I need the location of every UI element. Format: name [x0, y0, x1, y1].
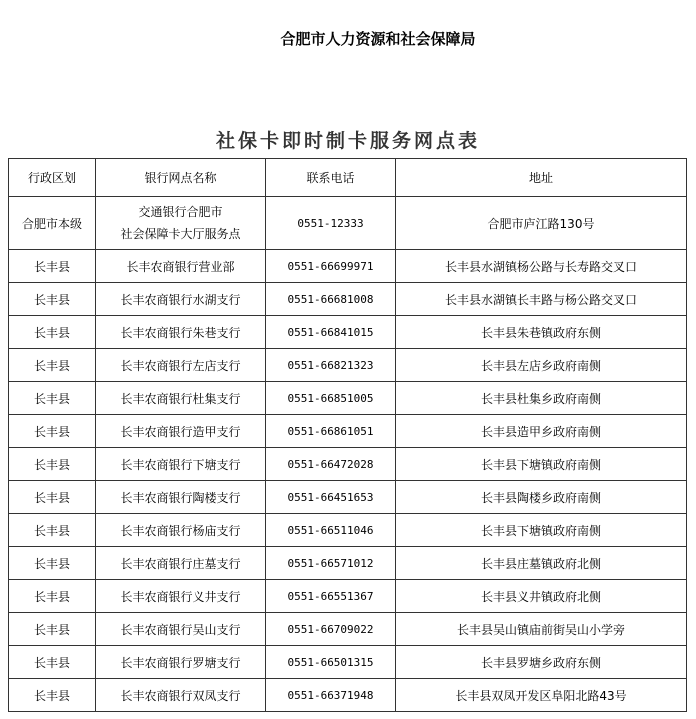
table-row	[9, 382, 687, 415]
column-header-bank: 银行网点名称	[96, 159, 266, 197]
organization-name: 合肥市人力资源和社会保障局	[280, 30, 476, 48]
address-cell: 合肥市庐江路130号	[396, 197, 687, 250]
bank-cell: 长丰农商银行左店支行	[96, 349, 266, 382]
address-cell: 长丰县罗塘乡政府东侧	[396, 646, 687, 679]
address-cell: 长丰县庄墓镇政府北侧	[396, 547, 687, 580]
address-cell: 长丰县陶楼乡政府南侧	[396, 481, 687, 514]
phone-cell: 0551-66371948	[266, 679, 396, 712]
district-cell: 长丰县	[9, 547, 96, 580]
phone-cell: 0551-66681008	[266, 283, 396, 316]
phone-cell: 0551-66551367	[266, 580, 396, 613]
address-cell: 长丰县下塘镇政府南侧	[396, 514, 687, 547]
district-cell: 长丰县	[9, 646, 96, 679]
bank-cell: 长丰农商银行双凤支行	[96, 679, 266, 712]
district-cell: 长丰县	[9, 349, 96, 382]
table-row	[9, 679, 687, 712]
phone-cell: 0551-66841015	[266, 316, 396, 349]
bank-cell: 长丰农商银行造甲支行	[96, 415, 266, 448]
column-header-address: 地址	[396, 159, 687, 197]
bank-cell: 长丰农商银行营业部	[96, 250, 266, 283]
district-cell: 长丰县	[9, 316, 96, 349]
phone-cell: 0551-66699971	[266, 250, 396, 283]
bank-name-line: 交通银行合肥市	[138, 205, 223, 219]
address-cell: 长丰县水湖镇长丰路与杨公路交叉口	[396, 283, 687, 316]
table-row	[9, 448, 687, 481]
column-header-district: 行政区划	[9, 159, 96, 197]
phone-cell: 0551-66472028	[266, 448, 396, 481]
table-header-row	[9, 159, 687, 197]
column-header-phone: 联系电话	[266, 159, 396, 197]
table-row	[9, 481, 687, 514]
table-row	[9, 197, 687, 250]
bank-cell: 长丰农商银行杜集支行	[96, 382, 266, 415]
bank-cell	[96, 197, 266, 250]
address-cell: 长丰县双凤开发区阜阳北路43号	[396, 679, 687, 712]
bank-cell: 长丰农商银行水湖支行	[96, 283, 266, 316]
address-cell: 长丰县朱巷镇政府东侧	[396, 316, 687, 349]
table-row	[9, 547, 687, 580]
table-row	[9, 514, 687, 547]
bank-cell: 长丰农商银行下塘支行	[96, 448, 266, 481]
bank-cell: 长丰农商银行罗塘支行	[96, 646, 266, 679]
bank-cell: 长丰农商银行陶楼支行	[96, 481, 266, 514]
table-row	[9, 415, 687, 448]
phone-cell: 0551-66451653	[266, 481, 396, 514]
district-cell: 长丰县	[9, 679, 96, 712]
district-cell: 长丰县	[9, 415, 96, 448]
phone-cell: 0551-12333	[266, 197, 396, 250]
bank-cell: 长丰农商银行朱巷支行	[96, 316, 266, 349]
table-row	[9, 250, 687, 283]
district-cell: 长丰县	[9, 382, 96, 415]
address-cell: 长丰县杜集乡政府南侧	[396, 382, 687, 415]
table-row	[9, 316, 687, 349]
phone-cell: 0551-66851005	[266, 382, 396, 415]
service-points-table	[8, 158, 687, 712]
phone-cell: 0551-66861051	[266, 415, 396, 448]
phone-cell: 0551-66821323	[266, 349, 396, 382]
district-cell: 长丰县	[9, 448, 96, 481]
district-cell: 长丰县	[9, 481, 96, 514]
address-cell: 长丰县造甲乡政府南侧	[396, 415, 687, 448]
address-cell: 长丰县下塘镇政府南侧	[396, 448, 687, 481]
address-cell: 长丰县水湖镇杨公路与长寿路交叉口	[396, 250, 687, 283]
table-row	[9, 349, 687, 382]
address-cell: 长丰县吴山镇庙前街吴山小学旁	[396, 613, 687, 646]
bank-cell: 长丰农商银行杨庙支行	[96, 514, 266, 547]
phone-cell: 0551-66501315	[266, 646, 396, 679]
bank-name-line: 社会保障卡大厅服务点	[120, 227, 241, 241]
bank-cell: 长丰农商银行义井支行	[96, 580, 266, 613]
district-cell: 长丰县	[9, 250, 96, 283]
district-cell: 长丰县	[9, 580, 96, 613]
address-cell: 长丰县左店乡政府南侧	[396, 349, 687, 382]
bank-cell: 长丰农商银行庄墓支行	[96, 547, 266, 580]
phone-cell: 0551-66511046	[266, 514, 396, 547]
address-cell: 长丰县义井镇政府北侧	[396, 580, 687, 613]
district-cell: 长丰县	[9, 514, 96, 547]
table-row	[9, 613, 687, 646]
district-cell: 合肥市本级	[9, 197, 96, 250]
bank-cell: 长丰农商银行吴山支行	[96, 613, 266, 646]
table-row	[9, 646, 687, 679]
document-title: 社保卡即时制卡服务网点表	[215, 130, 480, 152]
table-row	[9, 283, 687, 316]
district-cell: 长丰县	[9, 613, 96, 646]
phone-cell: 0551-66571012	[266, 547, 396, 580]
table-row	[9, 580, 687, 613]
phone-cell: 0551-66709022	[266, 613, 396, 646]
district-cell: 长丰县	[9, 283, 96, 316]
